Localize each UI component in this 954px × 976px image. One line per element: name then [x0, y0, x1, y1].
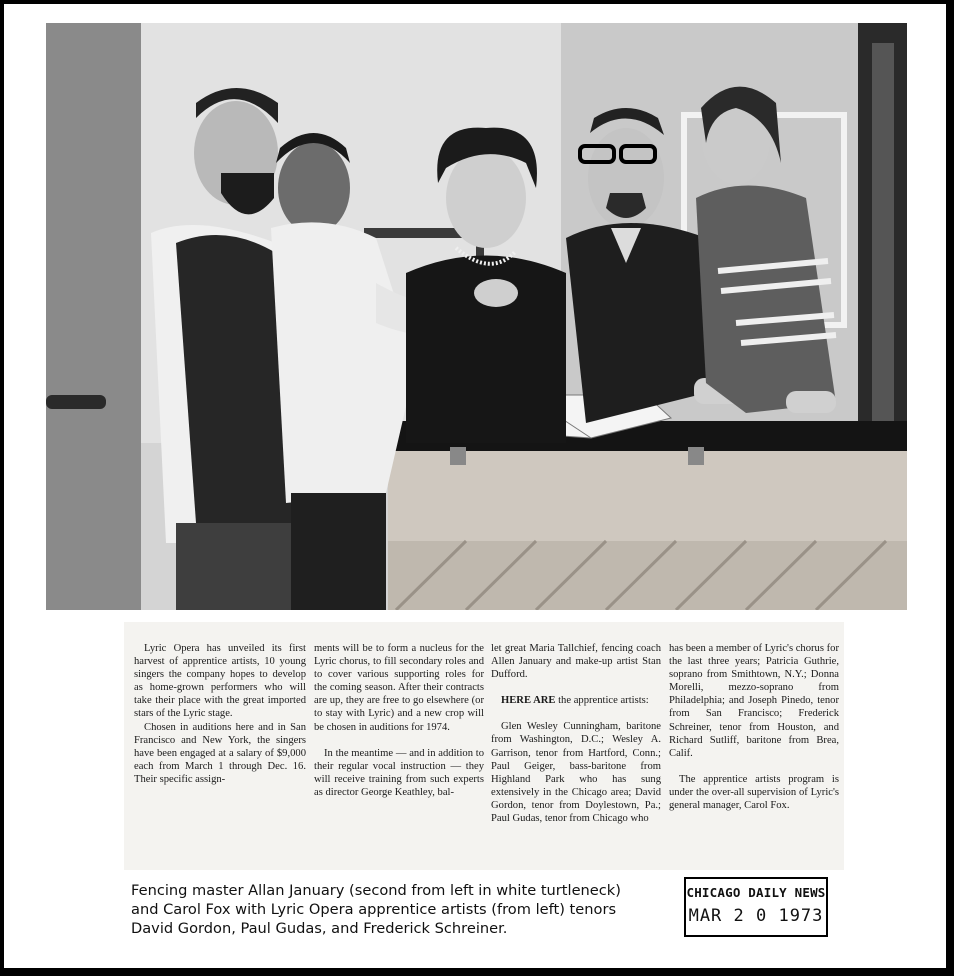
article-column-2	[314, 642, 484, 799]
photo-caption	[131, 881, 671, 938]
newspaper-clipping	[124, 622, 844, 870]
caption-line: Fencing master Allan January (second from left in white turtleneck)	[131, 882, 621, 899]
article-paragraph: Chosen in auditions here and in San Francisco and New York, the singers have been engaged at a salary of $9,000 each from March 1 through Dec. 16. Their specific assign-	[134, 721, 306, 785]
caption-line: David Gordon, Paul Gudas, and Frederick Schreiner.	[131, 920, 508, 937]
article-column-3	[491, 642, 661, 825]
article-paragraph: ments will be to form a nucleus for the Lyric chorus, to fill secondary roles and to cover various supporting roles for the coming season. After their contracts are up, they are free to go elsewhere (or to stay with Lyric) and a new crop will be chosen in auditions for 1974.	[314, 643, 484, 733]
caption-line: and Carol Fox with Lyric Opera apprentice artists (from left) tenors	[131, 901, 617, 918]
page-frame	[4, 4, 946, 968]
article-paragraph	[491, 694, 661, 707]
archival-photograph	[46, 23, 907, 610]
stamp-paper-name: CHICAGO DAILY NEWS	[686, 885, 826, 900]
article-column-4	[669, 642, 839, 812]
article-paragraph: let great Maria Tallchief, fencing coach Allen January and make-up artist Stan Dufford.	[491, 643, 661, 681]
date-stamp	[684, 877, 828, 937]
stamp-date: MAR 2 0 1973	[688, 906, 824, 926]
article-subhead-text: the apprentice artists:	[558, 695, 649, 707]
article-paragraph: In the meantime — and in addition to their regular vocal instruction — they will receive training from such experts as director George Keathley, bal-	[314, 747, 484, 798]
article-subhead: HERE ARE	[501, 695, 556, 707]
article-paragraph: The apprentice artists program is under the over-all supervision of Lyric's general manager, Carol Fox.	[669, 773, 839, 812]
article-paragraph: Glen Wesley Cunningham, baritone from Washington, D.C.; Wesley A. Garrison, tenor from Hartford, Conn.; Paul Geiger, bass-baritone from Highland Park who has sung extensively in the Chicago area; David Gordon, tenor from Doylestown, Pa.; Paul Gudas, tenor from Chicago who	[491, 721, 661, 825]
article-paragraph: Lyric Opera has unveiled its first harvest of apprentice artists, 10 young singers the company hopes to develop as home-grown performers who will take their place with the great imported stars of the Lyric stage.	[134, 643, 306, 720]
article-paragraph: has been a member of Lyric's chorus for the last three years; Patricia Guthrie, soprano from Smithtown, N.Y.; Donna Morelli, mezzo-soprano from Philadelphia; and Joseph Pinedo, tenor from San Francisco; Frederick Schreiner, tenor from Houston, and Richard Sutliff, baritone from Brea, Calif.	[669, 643, 839, 759]
article-column-1	[134, 642, 306, 786]
